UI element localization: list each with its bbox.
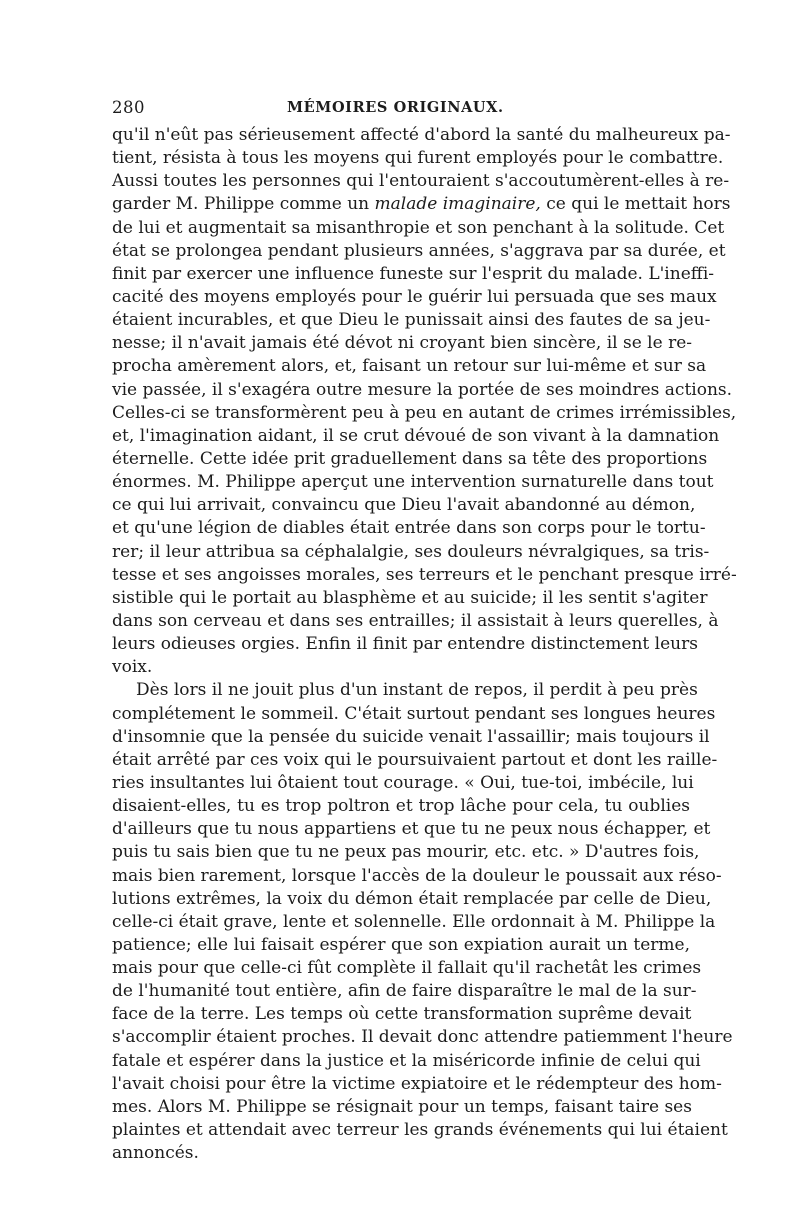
text-line: qu'il n'eût pas sérieusement affecté d'abord la santé du malheureux pa- bbox=[112, 125, 731, 145]
text-line: Celles-ci se transformèrent peu à peu en autant de crimes irrémissibles, bbox=[112, 402, 737, 423]
text-line: tient, résista à tous les moyens qui furent employés pour le combattre. bbox=[112, 148, 724, 169]
text-line: mais pour que celle-ci fût complète il fallait qu'il rachetât les crimes bbox=[112, 958, 702, 979]
text-line: et, l'imagination aidant, il se crut dévoué de son vivant à la damnation bbox=[112, 425, 720, 446]
text-line: disaient-elles, tu es trop poltron et trop lâche pour cela, tu oublies bbox=[112, 796, 690, 817]
text-line: s'accomplir étaient proches. Il devait donc attendre patiemment l'heure bbox=[112, 1027, 733, 1048]
page-number: 280 bbox=[112, 98, 145, 117]
text-line: procha amèrement alors, et, faisant un retour sur lui-même et sur sa bbox=[112, 356, 707, 377]
text-line: lutions extrêmes, la voix du démon était remplacée par celle de Dieu, bbox=[112, 888, 712, 909]
text-line: éternelle. Cette idée prit graduellement dans sa tête des proportions bbox=[112, 448, 708, 469]
text-line: vie passée, il s'exagéra outre mesure la portée de ses moindres actions. bbox=[112, 379, 733, 400]
text-line-with-italic bbox=[112, 193, 731, 216]
running-head bbox=[112, 98, 690, 124]
text-segment: ce qui le mettait hors bbox=[540, 194, 731, 215]
text-segment: garder M. Philippe comme un bbox=[112, 194, 375, 215]
text-line: mais bien rarement, lorsque l'accès de la douleur le poussait aux réso- bbox=[112, 865, 722, 886]
text-line: était arrêté par ces voix qui le poursuivaient partout et dont les raille- bbox=[112, 749, 718, 770]
text-line: de l'humanité tout entière, afin de faire disparaître le mal de la sur- bbox=[112, 981, 697, 1002]
text-line: ce qui lui arrivait, convaincu que Dieu l'avait abandonné au démon, bbox=[112, 495, 696, 516]
text-line: complétement le sommeil. C'était surtout pendant ses longues heures bbox=[112, 703, 716, 724]
text-line: plaintes et attendait avec terreur les grands événements qui lui étaient bbox=[112, 1120, 728, 1141]
text-line: étaient incurables, et que Dieu le punissait ainsi des fautes de sa jeu- bbox=[112, 310, 711, 331]
text-line: et qu'une légion de diables était entrée dans son corps pour le tortu- bbox=[112, 518, 706, 539]
text-line: cacité des moyens employés pour le guérir lui persuada que ses maux bbox=[112, 286, 717, 307]
text-line: de lui et augmentait sa misanthropie et son penchant à la solitude. Cet bbox=[112, 217, 725, 238]
text-line: énormes. M. Philippe aperçut une intervention surnaturelle dans tout bbox=[112, 472, 714, 493]
text-line: l'avait choisi pour être la victime expiatoire et le rédempteur des hom- bbox=[112, 1073, 722, 1094]
text-line: patience; elle lui faisait espérer que son expiation aurait un terme, bbox=[112, 934, 690, 955]
text-line: d'ailleurs que tu nous appartiens et que tu ne peux nous échapper, et bbox=[112, 819, 711, 840]
text-line: d'insomnie que la pensée du suicide venait l'assaillir; mais toujours il bbox=[112, 726, 710, 747]
text-line: dans son cerveau et dans ses entrailles; il assistait à leurs querelles, à bbox=[112, 610, 719, 631]
text-line: voix. bbox=[112, 657, 153, 678]
text-line: puis tu sais bien que tu ne peux pas mourir, etc. etc. » D'autres fois, bbox=[112, 842, 700, 863]
text-line: mes. Alors M. Philippe se résignait pour un temps, faisant taire ses bbox=[112, 1096, 692, 1117]
text-line: finit par exercer une influence funeste sur l'esprit du malade. L'ineffi- bbox=[112, 263, 715, 284]
text-line: rer; il leur attribua sa céphalalgie, ses douleurs névralgiques, sa tris- bbox=[112, 541, 710, 562]
text-line: nesse; il n'avait jamais été dévot ni croyant bien sincère, il se le re- bbox=[112, 333, 693, 354]
italic-term: malade imaginaire, bbox=[374, 194, 541, 215]
text-line: face de la terre. Les temps où cette transformation suprême devait bbox=[112, 1004, 692, 1025]
text-line: celle-ci était grave, lente et solennelle. Elle ordonnait à M. Philippe la bbox=[112, 911, 716, 932]
text-line: fatale et espérer dans la justice et la miséricorde infinie de celui qui bbox=[112, 1050, 701, 1071]
text-line: ries insultantes lui ôtaient tout courage. « Oui, tue-toi, imbécile, lui bbox=[112, 772, 694, 793]
text-line: Aussi toutes les personnes qui l'entouraient s'accoutumèrent-elles à re- bbox=[112, 171, 730, 192]
text-line: sistible qui le portait au blasphème et au suicide; il les sentit s'agiter bbox=[112, 587, 708, 608]
text-line: Dès lors il ne jouit plus d'un instant de repos, il perdit à peu près bbox=[136, 680, 698, 701]
text-line: tesse et ses angoisses morales, ses terreurs et le penchant presque irré- bbox=[112, 564, 737, 585]
text-line: état se prolongea pendant plusieurs années, s'aggrava par sa durée, et bbox=[112, 240, 726, 261]
book-page bbox=[112, 98, 737, 1165]
running-title: MÉMOIRES ORIGINAUX. bbox=[287, 99, 504, 116]
body-text bbox=[112, 124, 737, 1165]
text-line: annoncés. bbox=[112, 1143, 199, 1164]
text-line: leurs odieuses orgies. Enfin il finit par entendre distinctement leurs bbox=[112, 634, 698, 655]
